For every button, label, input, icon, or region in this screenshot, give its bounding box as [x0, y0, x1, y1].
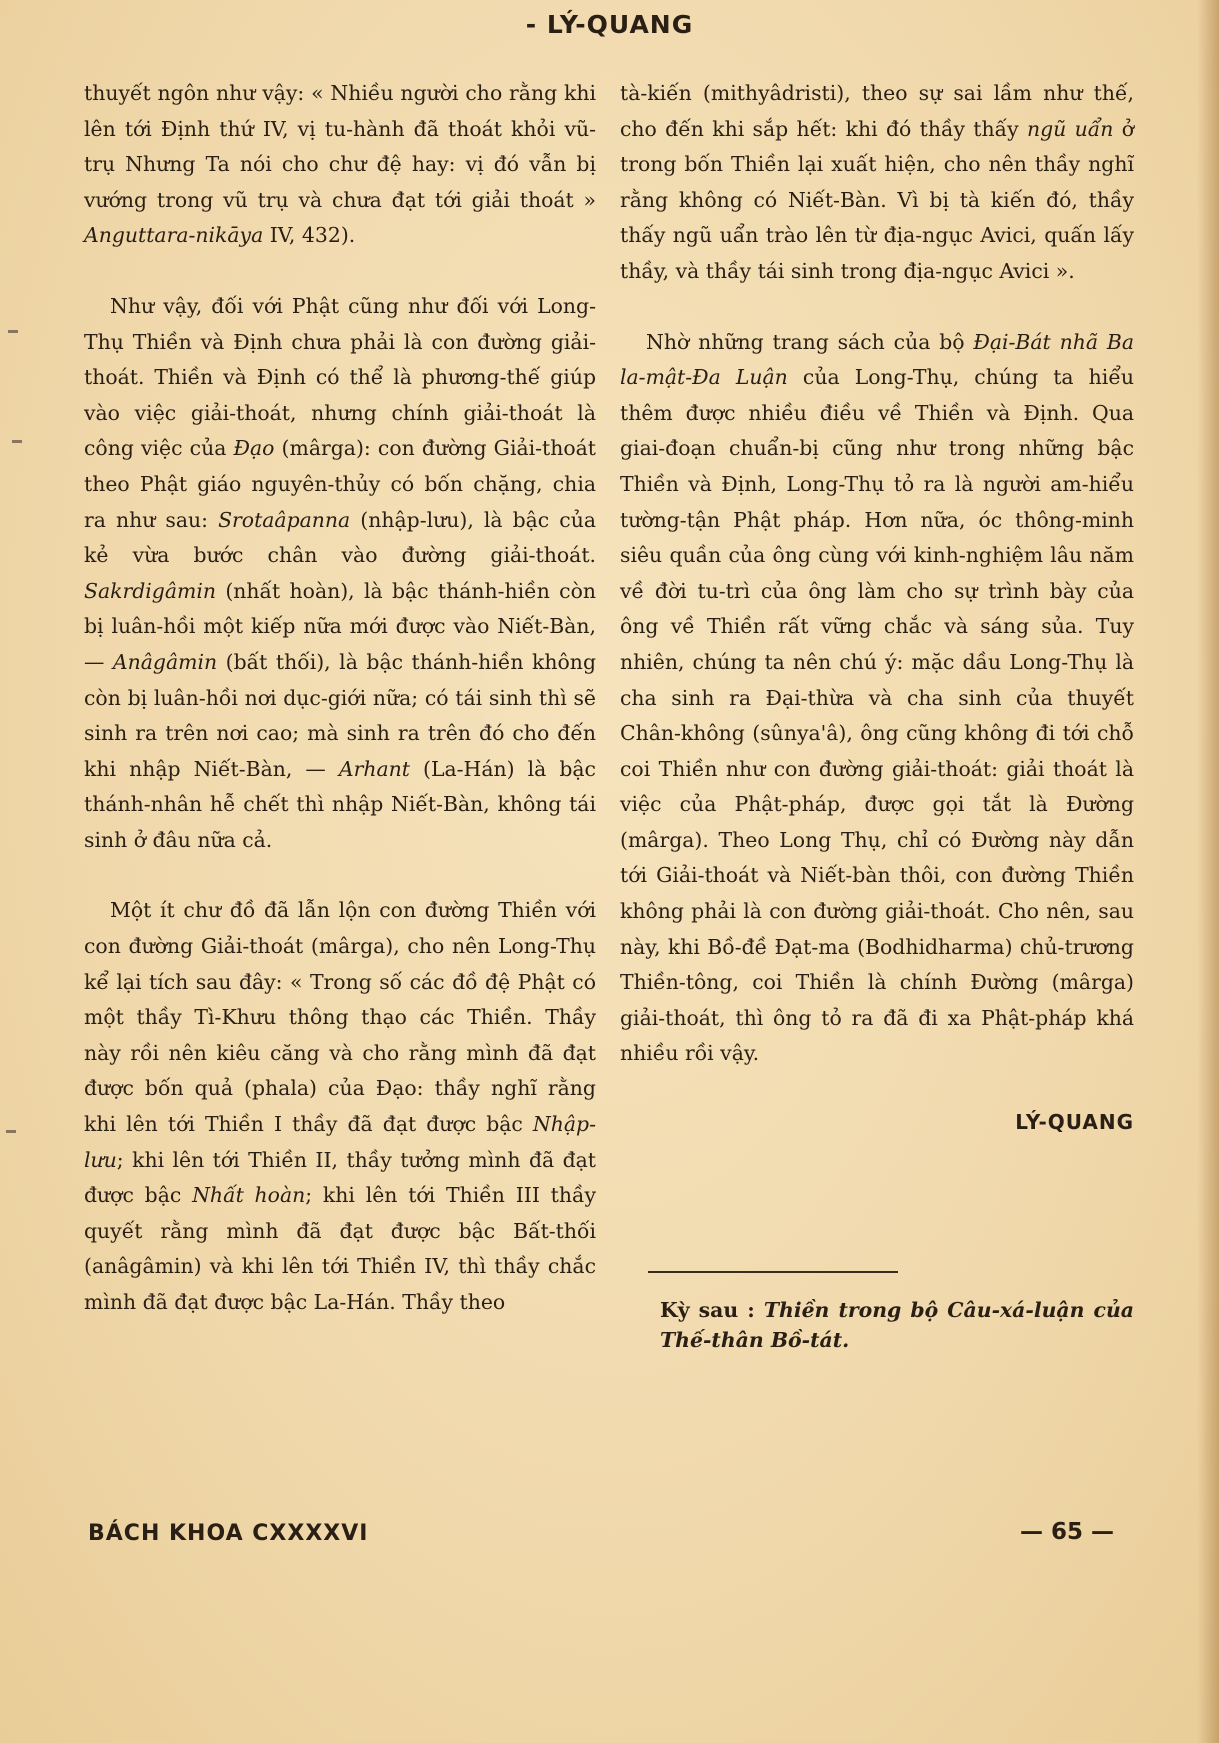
page-number: — 65 —	[1020, 1519, 1115, 1545]
journal-footer: BÁCH KHOA CXXXXVI	[88, 1521, 369, 1546]
left-paragraph-2: Như vậy, đối với Phật cũng như đối với Long-Thụ Thiền và Định chưa phải là con đường giải-thoát. Thiền và Định có thể là phương-thế giúp vào việc giải-thoát, nhưng chính giải-thoát là công việc của Đạo (mârga): con đường Giải-thoát theo Phật giáo nguyên-thủy có bốn chặng, chia ra như sau: Srotaâpanna (nhập-lưu), là bậc của kẻ vừa bước chân vào đường giải-thoát. Sakrdigâmin (nhất hoàn), là bậc thánh-hiền còn bị luân-hồi một kiếp nữa mới được vào Niết-Bàn, — Anâgâmin (bất thối), là bậc thánh-hiền không còn bị luân-hồi nơi dục-giới nữa; có tái sinh thì sẽ sinh ra trên nơi cao; mà sinh ra trên đó cho đến khi nhập Niết-Bàn, — Arhant (La-Hán) là bậc thánh-nhân hễ chết thì nhập Niết-Bàn, không tái sinh ở đâu nữa cả.	[84, 293, 596, 852]
margin-mark	[12, 440, 22, 443]
left-column	[84, 76, 596, 1356]
next-issue-note: Kỳ sau : Thiền trong bộ Câu-xá-luận của Thế-thân Bồ-tát.	[660, 1297, 1134, 1352]
left-paragraph-3: Một ít chư đồ đã lẫn lộn con đường Thiền với con đường Giải-thoát (mârga), cho nên Long-Thụ kể lại tích sau đây: « Trong số các đồ đệ Phật có một thầy Tì-Khưu thông thạo các Thiền. Thầy này rồi nên kiêu căng và cho rằng mình đã đạt được bốn quả (phala) của Đạo: thầy nghĩ rằng khi lên tới Thiền I thầy đã đạt được bậc Nhập-lưu; khi lên tới Thiền II, thầy tưởng mình đã đạt được bậc Nhất hoàn; khi lên tới Thiền III thầy quyết rằng mình đã đạt được bậc Bất-thối (anâgâmin) và khi lên tới Thiền IV, thì thầy chắc mình đã đạt được bậc La-Hán. Thầy theo	[84, 898, 597, 1314]
margin-mark	[8, 330, 18, 333]
running-title: - LÝ-QUANG	[525, 10, 694, 39]
author-signature: LÝ-QUANG	[1015, 1110, 1134, 1135]
right-paragraph-1: tà-kiến (mithyâdristi), theo sự sai lầm như thế, cho đến khi sắp hết: khi đó thầy thấy ngũ uẩn ở trong bốn Thiền lại xuất hiện, cho nên thầy nghĩ rằng không có Niết-Bàn. Vì bị tà kiến đó, thầy thấy ngũ uẩn trào lên từ địa-ngục Avici, quấn lấy thầy, và thầy tái sinh trong địa-ngục Avici ».	[620, 81, 1135, 283]
right-paragraph-2: Nhờ những trang sách của bộ Đại-Bát nhã Ba la-mật-Đa Luận của Long-Thụ, chúng ta hiểu thêm được nhiều điều về Thiền và Định. Qua giai-đoạn chuẩn-bị cũng như trong những bậc Thiền và Định, Long-Thụ tỏ ra là người am-hiểu tường-tận Phật pháp. Hơn nữa, óc thông-minh siêu quần của ông cùng với kinh-nghiệm lâu năm về đời tu-trì của ông làm cho sự trình bày của ông về Thiền rất vững chắc và sáng sủa. Tuy nhiên, chúng ta nên chú ý: mặc dầu Long-Thụ là cha sinh ra Đại-thừa và cha sinh của thuyết Chân-không (sûnya'â), ông cũng không đi tới chỗ coi Thiền như con đường giải-thoát: giải thoát là việc của Phật-pháp, được gọi tắt là Đường (mârga). Theo Long Thụ, chỉ có Đường này dẫn tới Giải-thoát và Niết-bàn thôi, con đường Thiền không phải là con đường giải-thoát. Cho nên, sau này, khi Bồ-đề Đạt-ma (Bodhidharma) chủ-trương Thiền-tông, coi Thiền là chính Đường (mârga) giải-thoát, thì ông tỏ ra đã đi xa Phật-pháp khá nhiều rồi vậy.	[620, 329, 1135, 1066]
left-paragraph-1: thuyết ngôn như vậy: « Nhiều người cho rằng khi lên tới Định thứ IV, vị tu-hành đã thoát khỏi vũ-trụ Nhưng Ta nói cho chư đệ hay: vị đó vẫn bị vướng trong vũ trụ và chưa đạt tới giải thoát » Anguttara-nikāya IV, 432).	[84, 81, 596, 248]
page-edge-shadow	[1197, 0, 1219, 1743]
right-column	[620, 76, 1134, 1355]
separator-rule	[648, 1271, 898, 1273]
margin-mark	[6, 1130, 16, 1133]
